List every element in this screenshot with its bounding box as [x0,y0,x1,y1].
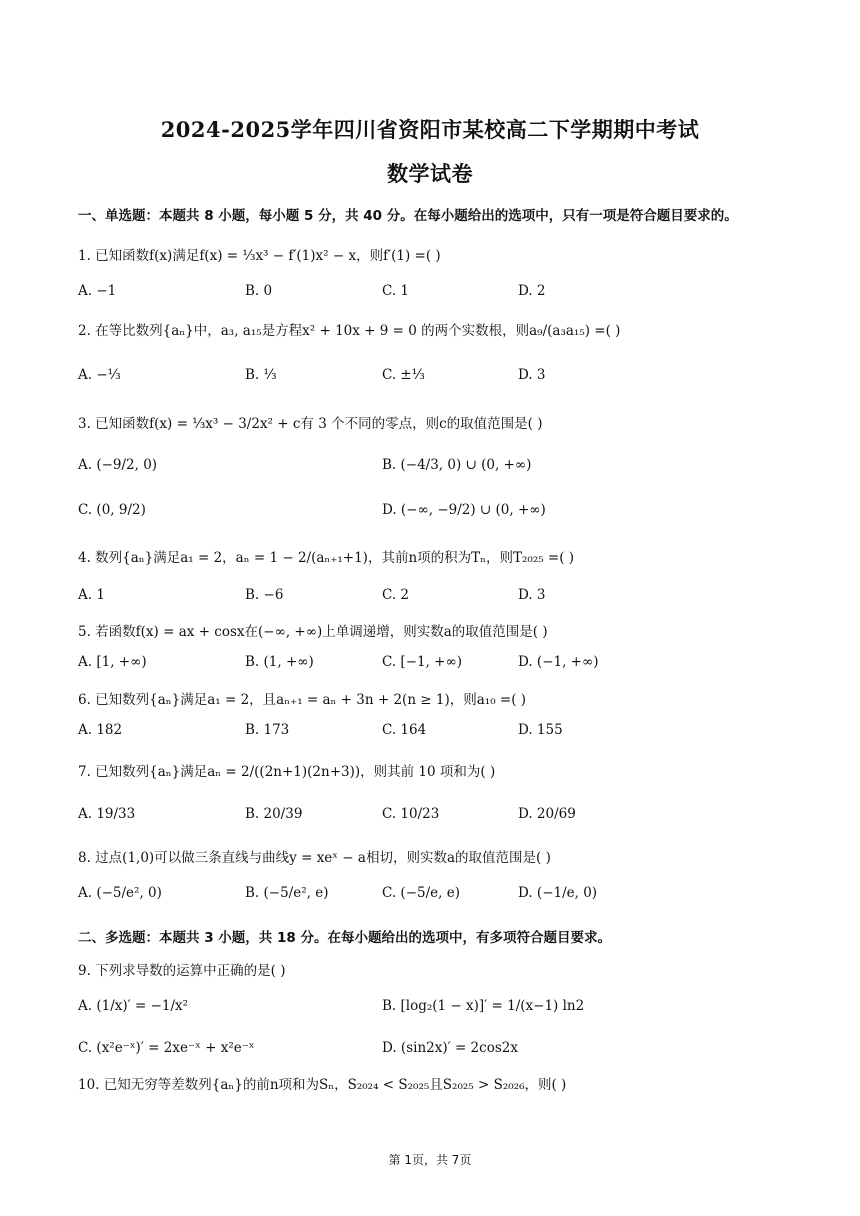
question-8-stem: 8. 过点(1,0)可以做三条直线与曲线y = xeˣ − a相切，则实数a的取值范围是( ) [78,850,551,866]
question-2-option-b: B. ⅓ [245,367,277,383]
question-7-option-b: B. 20/39 [245,806,303,822]
question-1-option-a: A. −1 [78,283,117,299]
question-8-option-d: D. (−1/e, 0) [518,885,598,901]
question-4-option-b: B. −6 [245,587,284,603]
question-2-option-c: C. ±⅓ [382,367,425,383]
question-3-option-d: D. (−∞, −9/2) ∪ (0, +∞) [382,502,546,518]
question-7-stem: 7. 已知数列{aₙ}满足aₙ = 2/((2n+1)(2n+3))，则其前 10 项和为( ) [78,764,496,780]
question-6-stem: 6. 已知数列{aₙ}满足a₁ = 2，且aₙ₊₁ = aₙ + 3n + 2(n ≥ 1)，则a₁₀ =( ) [78,692,527,708]
exam-subtitle: 数学试卷 [387,161,473,186]
question-7-option-c: C. 10/23 [382,806,440,822]
question-4-option-a: A. 1 [78,587,105,603]
question-3-stem: 3. 已知函数f(x) = ⅓x³ − 3/2x² + c有 3 个不同的零点，则c的取值范围是( ) [78,416,543,432]
question-2-option-a: A. −⅓ [78,367,121,383]
question-4-option-c: C. 2 [382,587,410,603]
question-7-option-d: D. 20/69 [518,806,576,822]
page-footer: 第 1页，共 7页 [388,1153,472,1167]
question-5-option-a: A. [1, +∞) [78,654,147,670]
question-9-option-c: C. (x²e⁻ˣ)′ = 2xe⁻ˣ + x²e⁻ˣ [78,1040,255,1056]
question-5-option-d: D. (−1, +∞) [518,654,599,670]
question-1-option-d: D. 2 [518,283,546,299]
question-3-option-b: B. (−4/3, 0) ∪ (0, +∞) [382,457,532,473]
question-6-option-c: C. 164 [382,722,427,738]
question-5-option-b: B. (1, +∞) [245,654,314,670]
question-5-option-c: C. [−1, +∞) [382,654,463,670]
question-5-stem: 5. 若函数f(x) = ax + cosx在(−∞, +∞)上单调递增，则实数a的取值范围是( ) [78,624,548,640]
question-8-option-a: A. (−5/e², 0) [78,885,162,901]
question-10-stem: 10. 已知无穷等差数列{aₙ}的前n项和为Sₙ，S₂₀₂₄ < S₂₀₂₅且S₂₀₂₅ > S₂₀₂₆，则( ) [78,1077,567,1093]
question-9-option-d: D. (sin2x)′ = 2cos2x [382,1040,518,1056]
question-4-stem: 4. 数列{aₙ}满足a₁ = 2，aₙ = 1 − 2/(aₙ₊₁+1)，其前n项的积为Tₙ，则T₂₀₂₅ =( ) [78,550,575,566]
question-8-option-c: C. (−5/e, e) [382,885,460,901]
question-6-option-d: D. 155 [518,722,563,738]
question-1-option-c: C. 1 [382,283,410,299]
question-9-stem: 9. 下列求导数的运算中正确的是( ) [78,963,286,979]
question-9-option-b: B. [log₂(1 − x)]′ = 1/(x−1) ln2 [382,998,585,1014]
question-1-option-b: B. 0 [245,283,273,299]
question-1-stem: 1. 已知函数f(x)满足f(x) = ⅓x³ − f′(1)x² − x，则f′(1) =( ) [78,248,441,264]
question-2-stem: 2. 在等比数列{aₙ}中，a₃, a₁₅是方程x² + 10x + 9 = 0 的两个实数根，则a₉/(a₃a₁₅) =( ) [78,323,621,339]
section-heading-multi-choice: 二、多选题：本题共 3 小题，共 18 分。在每小题给出的选项中，有多项符合题目要求。 [78,930,611,946]
question-6-option-b: B. 173 [245,722,290,738]
exam-title: 2024-2025学年四川省资阳市某校高二下学期期中考试 [160,117,700,142]
question-3-option-c: C. (0, 9/2) [78,502,146,518]
question-6-option-a: A. 182 [78,722,123,738]
question-2-option-d: D. 3 [518,367,546,383]
question-9-option-a: A. (1/x)′ = −1/x² [78,998,189,1014]
question-7-option-a: A. 19/33 [78,806,136,822]
question-8-option-b: B. (−5/e², e) [245,885,329,901]
section-heading-single-choice: 一、单选题：本题共 8 小题，每小题 5 分，共 40 分。在每小题给出的选项中，只有一项是符合题目要求的。 [78,208,738,224]
question-4-option-d: D. 3 [518,587,546,603]
question-3-option-a: A. (−9/2, 0) [78,457,158,473]
